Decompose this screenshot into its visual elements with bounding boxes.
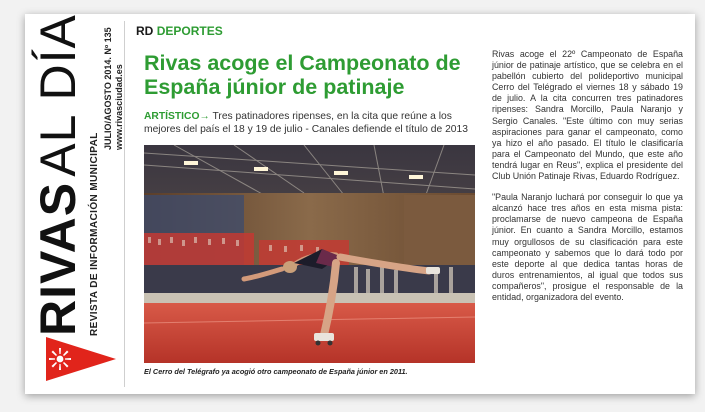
article-body [492,49,683,313]
magazine-page [25,14,695,394]
lead-text: Tres patinadores ripenses, en la cita que reúne a los mejores del país el 18 y 19 de julio - Canales defiende el título de 2013 [144,111,468,135]
sun-star-icon [48,347,72,371]
issue-info: JULIO/AGOSTO 2014. Nº 135 [103,27,113,150]
article-tag: ARTÍSTICO [144,111,200,122]
section-name: DEPORTES [156,24,223,38]
photo-caption: El Cerro del Telégrafo ya acogió otro campeonato de España júnior en 2011. [144,367,408,376]
tag-arrow-icon: → [199,111,210,122]
body-paragraph-2: "Paula Naranjo luchará por conseguir lo que ya alcanzó hace tres años en esta misma pista: proclamarse de nuevo campeona de España júnior. En cuanto a Sandra Morcillo, estamos muy orgullosos de su clasificación para este campeonato y sabemos que lo dará todo por este deporte al que dedica tantas horas de duros entrenamientos, al igual que todos sus compañeros", prosigue el responsable de la entidad, organizadora del evento. [492,192,683,302]
masthead [25,14,124,394]
skater-photo [144,145,475,363]
section-prefix: RD [136,24,154,38]
brand-logo-text [30,14,86,336]
column-divider [124,21,125,387]
website-url: www.rivasciudad.es [114,64,124,150]
article-lead [144,111,479,136]
section-header [136,24,223,38]
masthead-subtitle: REVISTA DE INFORMACIÓN MUNICIPAL [89,132,100,336]
article-title: Rivas acoge el Campeonato de España júnior de patinaje [144,51,461,99]
brand-bold: RIVAS [30,181,86,336]
brand-light: AL DÍA [30,14,86,177]
body-paragraph-1: Rivas acoge el 22º Campeonato de España júnior de patinaje artístico, que se celebra en el pabellón cubierto del polideportivo municipal Cerro del Telégrado el viernes 18 y sábado 19 de julio. A la cita concurren tres patinadores ripenses: Sandra Morcillo, Paula Naranjo y Sergio Canales. "Este último con muy serias aspiraciones para ganar el campeonato, como ya hizo el año pasado. El título le clasificaría para el Campeonato del Mundo, que este año tendrá lugar en Reus", explica el presidente del Club Unión Patinaje Rivas, Eduardo Rodríguez. [492,49,683,182]
